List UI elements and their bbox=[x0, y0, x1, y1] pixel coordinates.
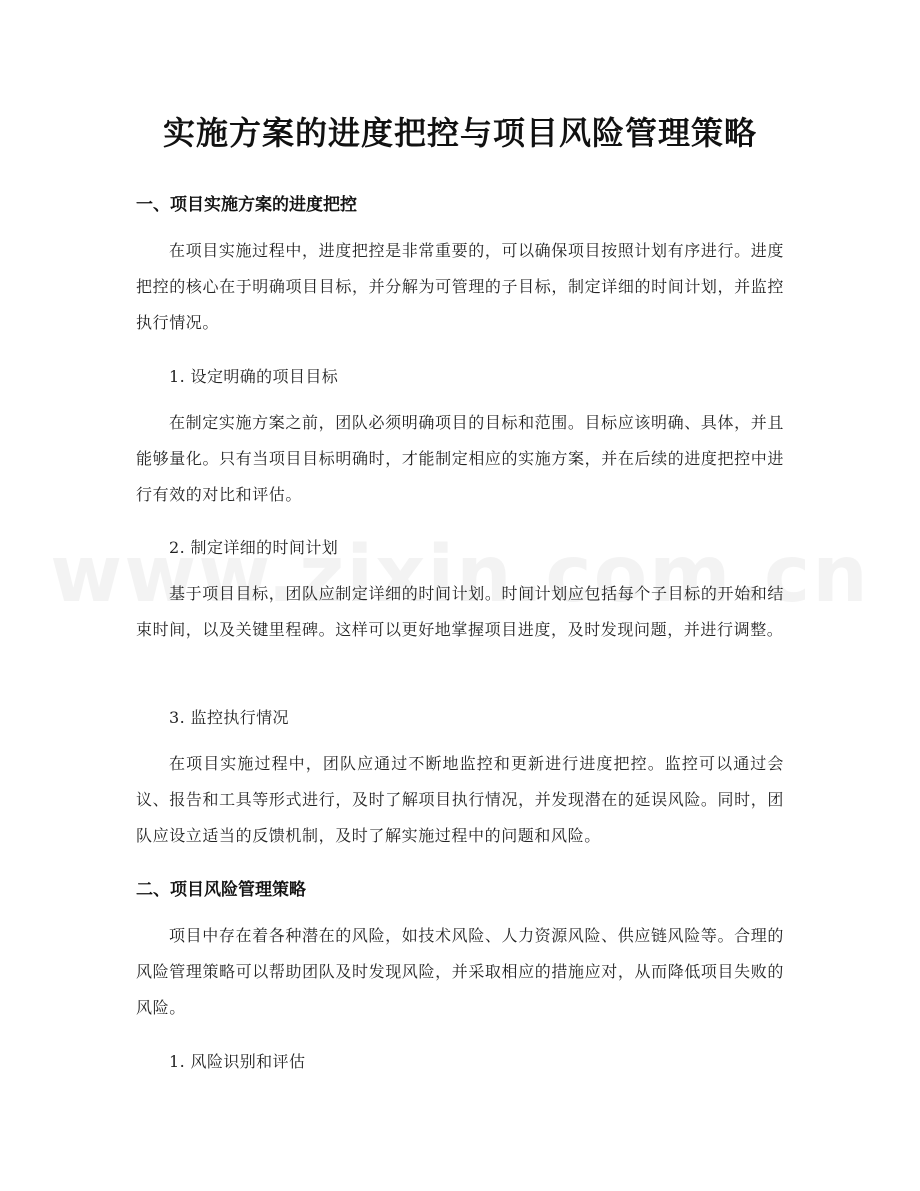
section-1-item-2-text: 基于项目目标，团队应制定详细的时间计划。时间计划应包括每个子目标的开始和结束时间，以及关键里程碑。这样可以更好地掌握项目进度，及时发现问题，并进行调整。 bbox=[136, 584, 784, 639]
section-1-intro: 在项目实施过程中，进度把控是非常重要的，可以确保项目按照计划有序进行。进度把控的核心在于明确项目目标，并分解为可管理的子目标，制定详细的时间计划，并监控执行情况。 bbox=[136, 241, 784, 332]
section-1-item-2-label: 2. 制定详细的时间计划 bbox=[169, 538, 339, 557]
section-2-intro: 项目中存在着各种潜在的风险，如技术风险、人力资源风险、供应链风险等。合理的风险管理策略可以帮助团队及时发现风险，并采取相应的措施应对，从而降低项目失败的风险。 bbox=[136, 926, 784, 1017]
document-title: 实施方案的进度把控与项目风险管理策略 bbox=[162, 114, 757, 152]
section-1-item-3-label: 3. 监控执行情况 bbox=[169, 708, 289, 727]
section-1-item-1-text: 在制定实施方案之前，团队必须明确项目的目标和范围。目标应该明确、具体，并且能够量化。只有当项目目标明确时，才能制定相应的实施方案，并在后续的进度把控中进行有效的对比和评估。 bbox=[136, 413, 784, 504]
section-2-item-1-label: 1. 风险识别和评估 bbox=[169, 1052, 306, 1071]
section-heading-2: 二、项目风险管理策略 bbox=[136, 880, 306, 900]
section-1-item-1-label: 1. 设定明确的项目目标 bbox=[169, 367, 339, 386]
section-1-item-3-text: 在项目实施过程中，团队应通过不断地监控和更新进行进度把控。监控可以通过会议、报告和工具等形式进行，及时了解项目执行情况，并发现潜在的延误风险。同时，团队应设立适当的反馈机制，及时了解实施过程中的问题和风险。 bbox=[136, 754, 784, 845]
section-heading-1: 一、项目实施方案的进度把控 bbox=[136, 195, 357, 215]
